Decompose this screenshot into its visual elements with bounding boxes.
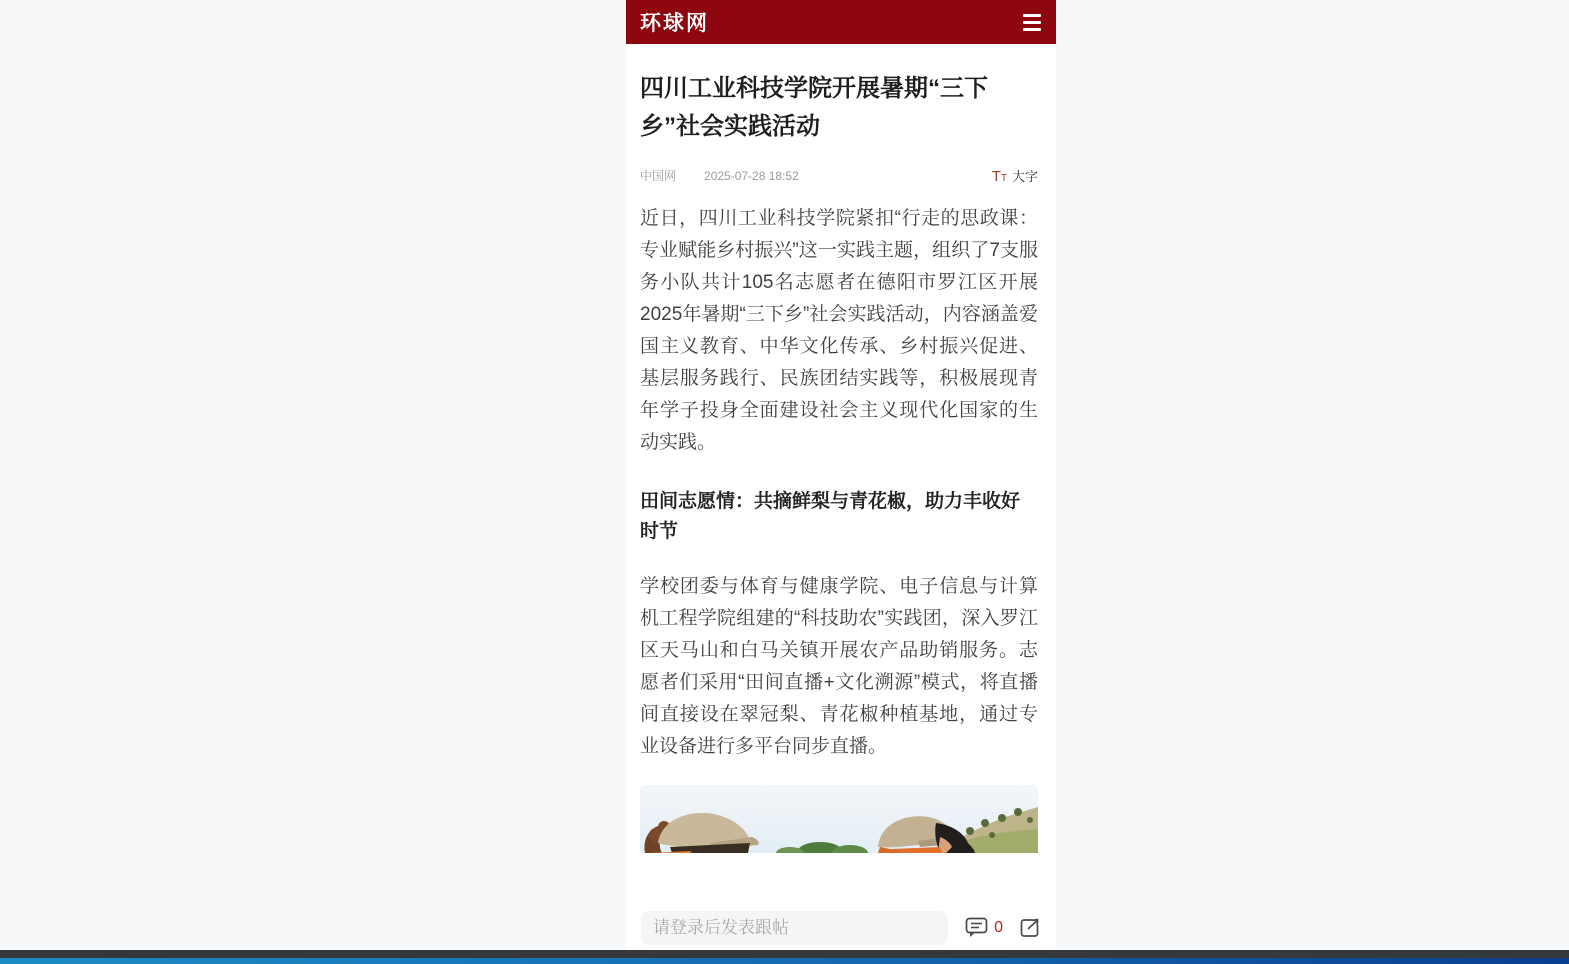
share-button[interactable] (1019, 917, 1041, 939)
article-photo (640, 785, 1038, 853)
article-datetime: 2025-07-28 18:52 (704, 168, 799, 183)
mobile-article-view (626, 0, 1056, 950)
comment-count: 0 (994, 918, 1003, 936)
paragraph-1: 近日，四川工业科技学院紧扣“行走的思政课：专业赋能乡村振兴”这一实践主题，组织了7支服务小队共计105名志愿者在德阳市罗江区开展2025年暑期“三下乡”社会实践活动，内容涵盖爱国主义教育、中华文化传承、乡村振兴促进、基层服务践行、民族团结实践等，积极展现青年学子投身全面建设社会主义现代化国家的生动实践。 (640, 208, 1038, 453)
article-meta (640, 166, 1038, 185)
paragraph-2: 学校团委与体育与健康学院、电子信息与计算机工程学院组建的“科技助农”实践团，深入罗江区天马山和白马关镇开展农产品助销服务。志愿者们采用“田间直播+文化溯源”模式，将直播间直接设在翠冠梨、青花椒种植基地，通过专业设备进行多平台同步直播。 (640, 576, 1038, 757)
article-source: 中国网 (640, 169, 677, 183)
app-header (626, 0, 1056, 44)
field-photo-illustration (640, 785, 1038, 853)
article-content (626, 70, 1056, 853)
article-title: 四川工业科技学院开展暑期“三下乡”社会实践活动 (640, 75, 988, 140)
comment-bar (626, 905, 1056, 950)
huanqiu-logo[interactable]: 环球网 (640, 12, 709, 35)
window-bottom-dark-bar (0, 950, 1569, 958)
comments-button[interactable] (965, 917, 1003, 938)
article-subheading: 田间志愿情：共摘鲜梨与青花椒，助力丰收好时节 (640, 491, 1021, 542)
font-size-control[interactable] (992, 166, 1038, 185)
font-size-icon-small: T (1000, 173, 1007, 184)
comment-input[interactable] (641, 911, 948, 945)
window-bottom-blue-bar (0, 958, 1569, 964)
hamburger-menu-icon[interactable] (1022, 6, 1042, 39)
font-size-label: 大字 (1011, 169, 1038, 184)
font-size-icon: T (991, 168, 1001, 185)
speech-bubble-icon (965, 917, 988, 938)
external-link-icon (1019, 917, 1041, 939)
